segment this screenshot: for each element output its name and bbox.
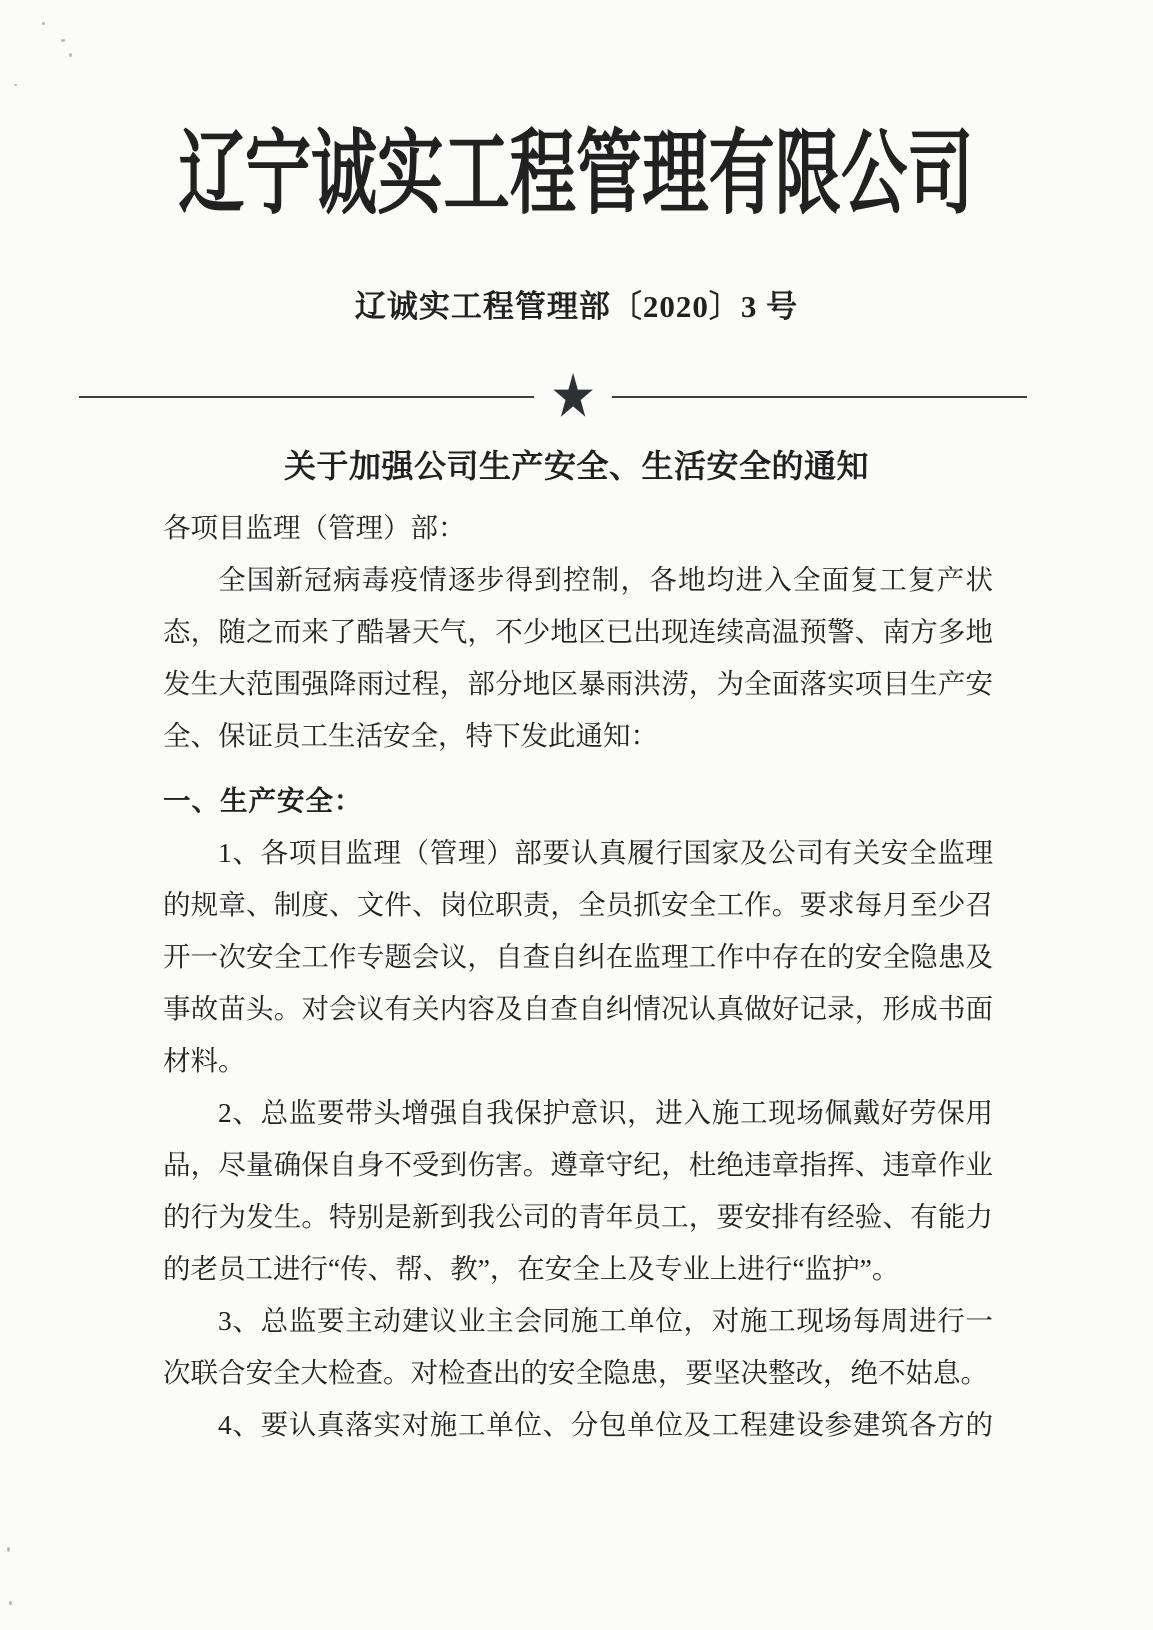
scan-speck [9, 1601, 12, 1605]
star-divider [0, 361, 1153, 432]
star-icon: ★ [550, 361, 597, 432]
scan-speck [7, 1547, 10, 1552]
document-number: 辽诚实工程管理部〔2020〕3 号 [354, 289, 799, 324]
divider-rule-right [612, 396, 1027, 398]
body-line: 的老员工进行“传、帮、教”，在安全上及专业上进行“监护”。 [163, 1253, 900, 1284]
scan-speck [61, 39, 65, 42]
body-line: 开一次安全工作专题会议，自查自纠在监理工作中存在的安全隐患及 [163, 941, 993, 972]
body-line: 一、生产安全： [163, 785, 363, 816]
body-line: 4、要认真落实对施工单位、分包单位及工程建设参建筑各方的 [218, 1409, 993, 1440]
company-title [0, 123, 1153, 225]
scan-speck [69, 53, 72, 57]
body-line: 3、总监要主动建议业主会同施工单位，对施工现场每周进行一 [218, 1305, 993, 1336]
body-line: 各项目监理（管理）部： [163, 512, 466, 543]
body-line: 材料。 [163, 1045, 246, 1076]
divider-rule-left [79, 396, 534, 398]
body-line: 事故苗头。对会议有关内容及自查自纠情况认真做好记录，形成书面 [163, 993, 993, 1024]
body-line: 品，尽量确保自身不受到伤害。遵章守纪，杜绝违章指挥、违章作业 [163, 1149, 993, 1180]
document-subject: 关于加强公司生产安全、生活安全的通知 [283, 448, 869, 484]
body-line: 态，随之而来了酷暑天气，不少地区已出现连续高温预警、南方多地 [163, 616, 993, 647]
body-line: 全、保证员工生活安全，特下发此通知： [163, 720, 658, 751]
body-line: 的规章、制度、文件、岗位职责，全员抓安全工作。要求每月至少召 [163, 889, 993, 920]
scan-speck [42, 22, 45, 25]
body-line: 全国新冠病毒疫情逐步得到控制，各地均进入全面复工复产状 [218, 564, 993, 595]
body-line: 1、各项目监理（管理）部要认真履行国家及公司有关安全监理 [218, 837, 993, 868]
company-title-text: 辽宁诚实工程管理有限公司 [179, 123, 974, 225]
body-line: 发生大范围强降雨过程，部分地区暴雨洪涝，为全面落实项目生产安 [163, 668, 993, 699]
body-line: 次联合安全大检查。对检查出的安全隐患，要坚决整改，绝不姑息。 [163, 1357, 988, 1388]
body-line: 的行为发生。特别是新到我公司的青年员工，要安排有经验、有能力 [163, 1201, 993, 1232]
document-body [163, 502, 993, 1451]
scan-speck [14, 84, 17, 86]
body-line: 2、总监要带头增强自我保护意识，进入施工现场佩戴好劳保用 [218, 1097, 993, 1128]
